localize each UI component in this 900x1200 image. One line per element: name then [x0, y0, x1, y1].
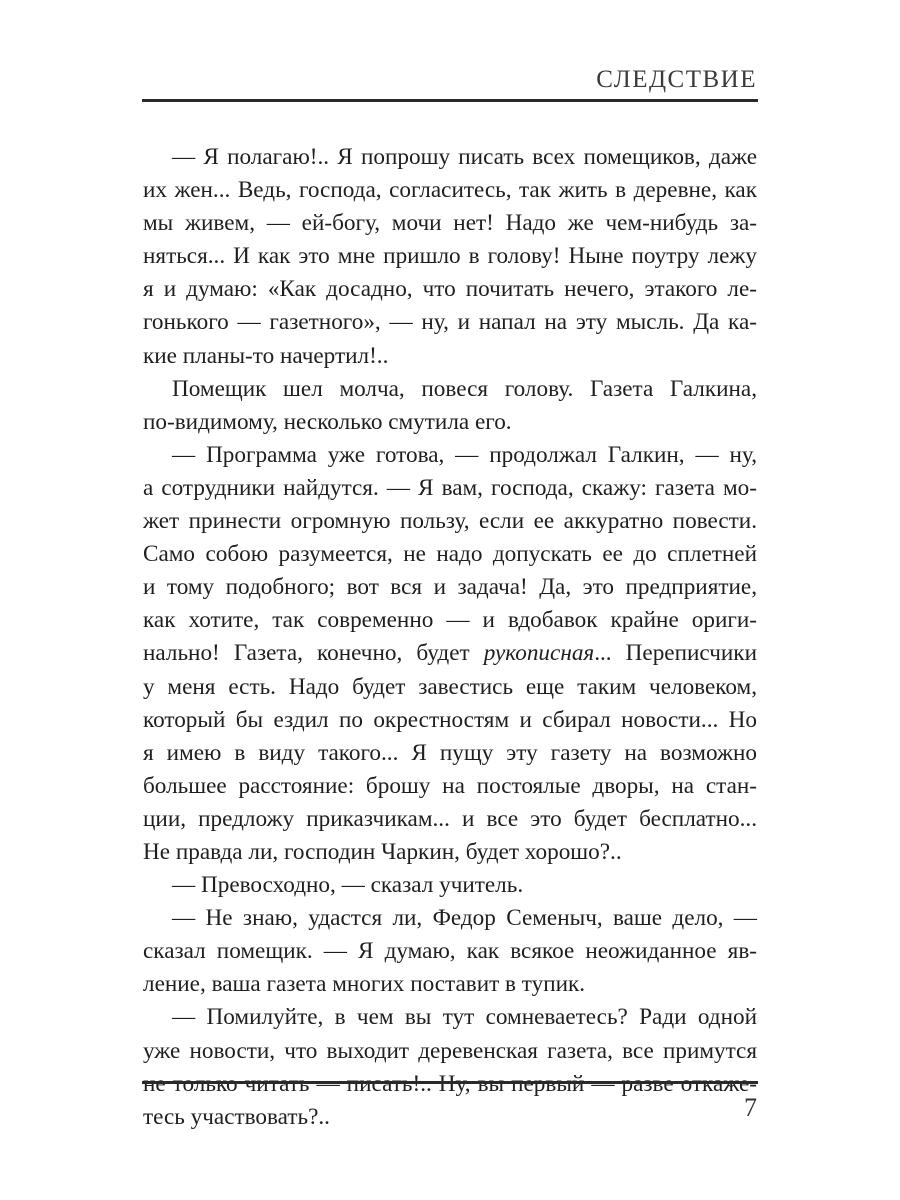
header-rule — [142, 99, 758, 102]
text-line: — Превосходно, — сказал учитель. — [172, 872, 524, 899]
text-line: их жен... Ведь, господа, согласитесь, так жить в деревне, как — [143, 177, 757, 204]
text-line: — Не знаю, удастся ли, Федор Семеныч, ваше дело, — — [172, 905, 757, 932]
text-line: большее расстояние: брошу на постоялые дворы, на стан- — [143, 772, 757, 799]
text-line: жет принести огромную пользу, если ее аккуратно повести. — [143, 508, 757, 535]
text-line: тесь участвовать?.. — [143, 1103, 330, 1130]
text-line: я имею в виду такого... Я пущу эту газету на возможно — [143, 739, 757, 766]
text-line: мы живем, — ей-богу, мочи нет! Надо же чем-нибудь за- — [143, 210, 757, 237]
text-line: — Я полагаю!.. Я попрошу писать всех помещиков, даже — [172, 144, 757, 170]
text-line: который бы ездил по окрестностям и сбирал новости... Но — [143, 706, 757, 733]
text-line: Само собою разумеется, не надо допускать ее до сплетней — [143, 541, 757, 568]
text-line: Помещик шел молча, повеся голову. Газета Галкина, — [172, 375, 757, 402]
text-line: я и думаю: «Как досадно, что почитать нечего, этакого ле- — [143, 276, 757, 303]
text-line — [143, 1068, 757, 1101]
text-line: по-видимому, несколько смутила его. — [143, 408, 512, 435]
text-line: гонького — газетного», — ну, и напал на эту мысль. Да ка- — [143, 309, 757, 336]
text-line: ции, предложу приказчикам... и все это будет бесплатно... — [143, 805, 757, 832]
body-text — [143, 141, 757, 1134]
running-head-title: СЛЕДСТВИЕ — [596, 66, 757, 93]
text-line: кие планы-то начертил!.. — [143, 342, 389, 369]
text-segment: нально! Газета, конечно, будет — [143, 640, 484, 667]
text-line: няться... И как это мне пришло в голову! Ныне поутру лежу — [143, 243, 757, 270]
text-segment: ... Переписчики — [594, 640, 757, 667]
text-line: сказал помещик. — Я думаю, как всякое неожиданное яв- — [143, 938, 757, 965]
text-line: как хотите, так современно — и вдобавок крайне ориги- — [143, 607, 757, 634]
text-line: — Помилуйте, в чем вы тут сомневаетесь? Ради одной — [172, 1004, 757, 1031]
text-line — [143, 637, 757, 670]
footer-rule — [142, 1081, 758, 1084]
text-line: а сотрудники найдутся. — Я вам, господа, скажу: газета мо- — [143, 474, 757, 501]
text-line: и тому подобного; вот вся и задача! Да, это предприятие, — [143, 574, 757, 601]
text-line: уже новости, что выходит деревенская газета, все примутся — [143, 1037, 757, 1064]
text-line: Не правда ли, господин Чаркин, будет хорошо?.. — [143, 838, 622, 865]
text-line: ление, ваша газета многих поставит в тупик. — [143, 971, 586, 998]
text-line: — Программа уже готова, — продолжал Галкин, — ну, — [172, 441, 757, 468]
text-line: у меня есть. Надо будет завестись еще таким человеком, — [143, 673, 757, 700]
italic-emphasis: рукописная — [483, 640, 595, 667]
page-number: 7 — [744, 1093, 757, 1122]
